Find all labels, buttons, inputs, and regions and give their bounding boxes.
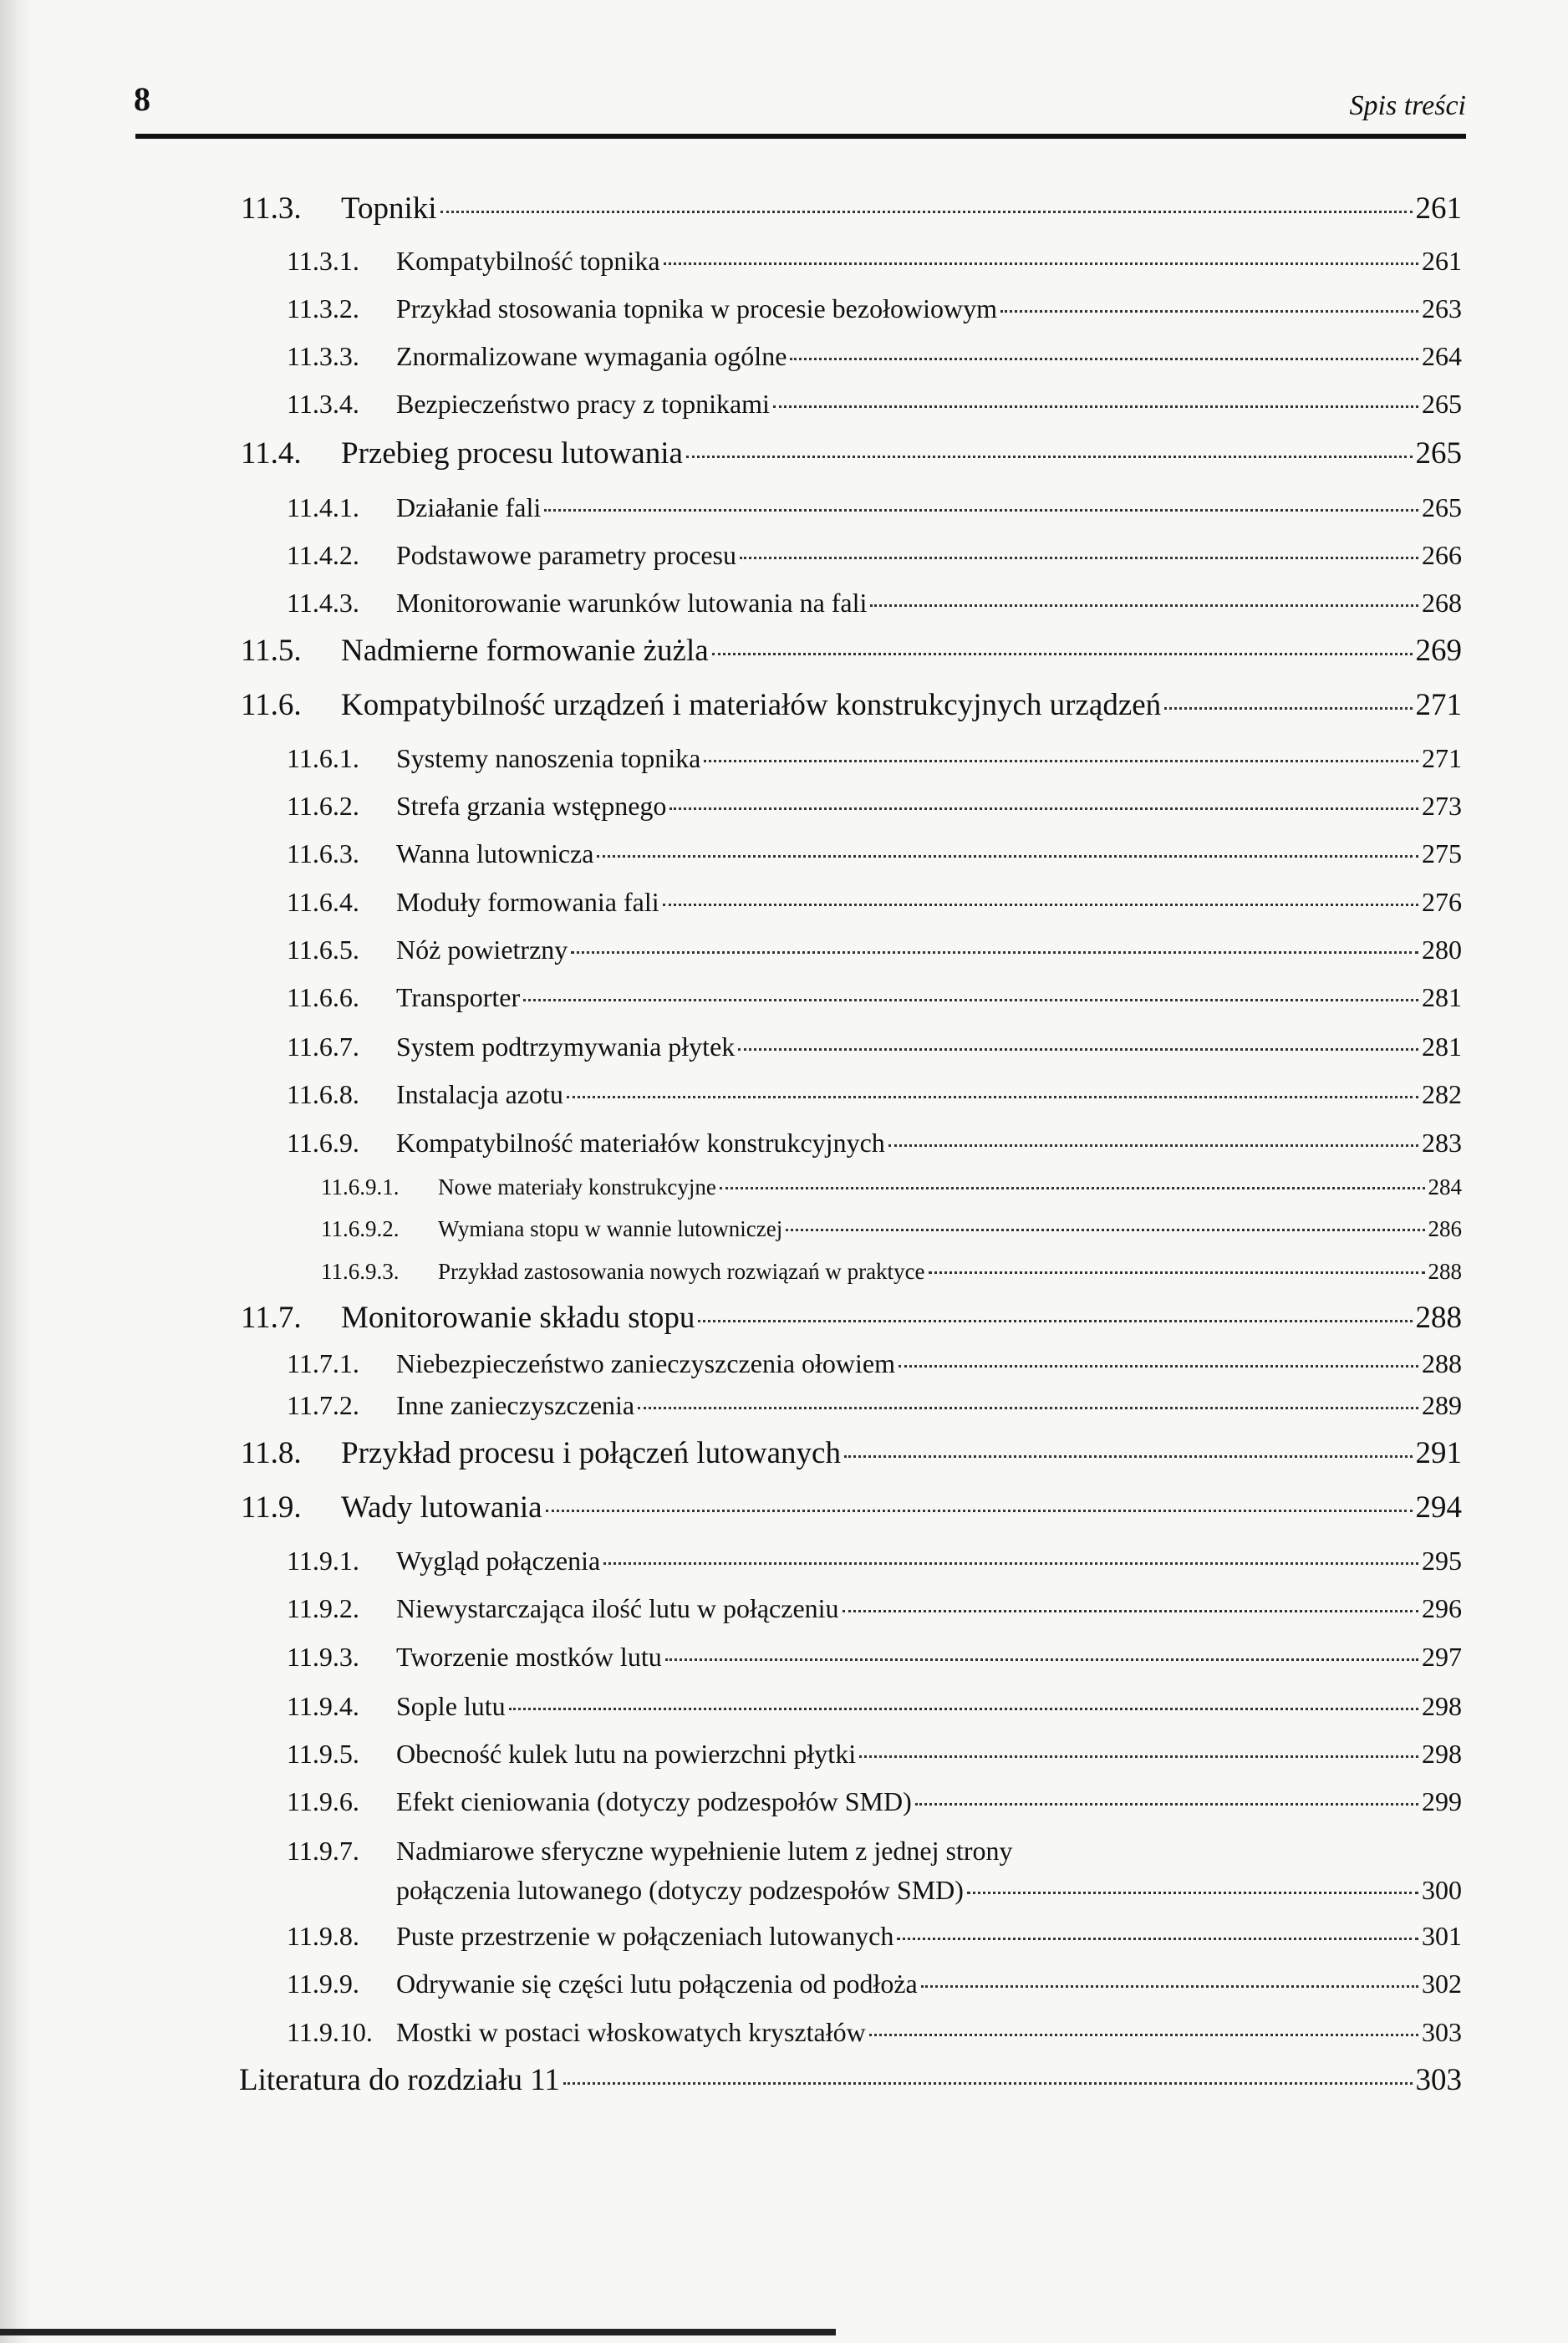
toc-entry-page: 265 xyxy=(1422,492,1462,522)
toc-entry-title: Kompatybilność urządzeń i materiałów konstrukcyjnych urządzeń xyxy=(341,688,1162,722)
toc-entry-page: 302 xyxy=(1422,1969,1462,1999)
leader-dots xyxy=(440,211,1413,213)
toc-entry-title: Bezpieczeństwo pracy z topnikami xyxy=(396,389,770,419)
toc-entry-number: 11.3.4. xyxy=(287,389,359,419)
toc-entry-title: Wygląd połączenia xyxy=(396,1546,601,1576)
toc-entry-number: 11.3.3. xyxy=(287,341,359,371)
leader-dots xyxy=(790,358,1418,360)
toc-entry xyxy=(287,1921,1462,1952)
toc-entry-page: 298 xyxy=(1422,1739,1462,1769)
toc-entry xyxy=(287,1031,1462,1062)
toc-entry-title: Nadmierne formowanie żużla xyxy=(341,634,709,668)
toc-entry xyxy=(239,2062,1462,2098)
toc-entry-number: 11.9.7. xyxy=(287,1836,359,1866)
leader-dots xyxy=(563,2082,1413,2085)
toc-entry-page: 280 xyxy=(1422,935,1462,965)
toc-entry-title: Puste przestrzenie w połączeniach lutowanych xyxy=(396,1921,894,1951)
toc-entry-title: Przykład zastosowania nowych rozwiązań w praktyce xyxy=(438,1259,925,1284)
leader-dots xyxy=(523,999,1418,1001)
toc-entry-page: 294 xyxy=(1415,1490,1462,1525)
toc-entry-page: 297 xyxy=(1422,1642,1462,1672)
toc-entry-number: 11.9.10. xyxy=(287,2017,373,2047)
toc-entry xyxy=(241,435,1462,471)
toc-entry-number: 11.9.4. xyxy=(287,1691,359,1721)
toc-entry-page: 276 xyxy=(1422,887,1462,917)
leader-dots xyxy=(740,557,1418,559)
toc-entry-title: System podtrzymywania płytek xyxy=(396,1031,736,1062)
toc-entry-title: Przykład procesu i połączeń lutowanych xyxy=(341,1436,841,1470)
leader-dots xyxy=(897,1938,1418,1940)
toc-entry-number: 11.6. xyxy=(241,688,302,722)
toc-entry-title: Podstawowe parametry procesu xyxy=(396,540,736,570)
toc-entry-page: 281 xyxy=(1422,982,1462,1012)
toc-entry xyxy=(287,293,1462,324)
leader-dots xyxy=(899,1365,1418,1368)
toc-entry-number: 11.6.6. xyxy=(287,982,359,1012)
toc-entry-number: 11.6.4. xyxy=(287,887,359,917)
toc-entry-page: 298 xyxy=(1422,1691,1462,1721)
toc-entry-number: 11.7.1. xyxy=(287,1348,359,1378)
toc-entry-number: 11.6.9.2. xyxy=(321,1216,400,1241)
toc-entry-number: 11.8. xyxy=(241,1436,302,1470)
toc-entry xyxy=(287,1593,1462,1624)
toc-entry-number: 11.6.1. xyxy=(287,743,359,773)
leader-dots xyxy=(844,1455,1413,1458)
toc-entry-number: 11.6.9.1. xyxy=(321,1174,400,1200)
toc-entry-title: Monitorowanie warunków lutowania na fali xyxy=(396,588,868,618)
toc-entry-number: 11.9.9. xyxy=(287,1969,359,1999)
toc-entry xyxy=(241,687,1462,723)
toc-entry xyxy=(287,982,1462,1013)
toc-entry xyxy=(287,791,1462,822)
toc-entry-title: Kompatybilność topnika xyxy=(396,246,660,276)
leader-dots xyxy=(843,1610,1418,1612)
leader-dots xyxy=(967,1892,1418,1894)
toc-entry-page: 291 xyxy=(1415,1436,1462,1470)
leader-dots xyxy=(773,405,1418,408)
toc-entry-number: 11.6.9.3. xyxy=(321,1259,400,1284)
toc-entry-number: 11.6.9. xyxy=(287,1128,359,1158)
toc-entry-title: Niewystarczająca ilość lutu w połączeniu xyxy=(396,1593,839,1623)
toc-entry-title: Odrywanie się części lutu połączenia od podłoża xyxy=(396,1969,918,1999)
toc-entry-title: Wady lutowania xyxy=(341,1490,542,1525)
leader-dots xyxy=(915,1803,1418,1806)
toc-entry-title: Instalacja azotu xyxy=(396,1079,563,1109)
toc-entry-page: 261 xyxy=(1422,246,1462,276)
toc-entry xyxy=(287,588,1462,619)
toc-entry-page: 288 xyxy=(1428,1259,1462,1284)
toc-entry-title: Monitorowanie składu stopu xyxy=(341,1301,695,1335)
toc-entry xyxy=(287,540,1462,571)
toc-entry-number: 11.7. xyxy=(241,1301,302,1335)
toc-entry-page: 286 xyxy=(1428,1216,1462,1241)
toc-entry-page: 265 xyxy=(1415,436,1462,471)
toc-entry-title: Strefa grzania wstępnego xyxy=(396,791,667,821)
toc-entry xyxy=(287,389,1462,420)
toc-entry xyxy=(287,887,1462,918)
toc-entry-page: 300 xyxy=(1422,1875,1462,1905)
toc-entry-number: 11.6.7. xyxy=(287,1031,359,1062)
toc-entry-number: 11.6.2. xyxy=(287,791,359,821)
leader-dots xyxy=(663,904,1418,906)
page-number: 8 xyxy=(134,80,150,118)
leader-dots xyxy=(603,1562,1418,1565)
toc-entry xyxy=(287,1691,1462,1722)
toc-entry xyxy=(287,1390,1462,1421)
leader-dots xyxy=(870,604,1418,607)
leader-dots xyxy=(929,1271,1425,1274)
toc-entry xyxy=(287,838,1462,869)
leader-dots xyxy=(1164,707,1412,710)
toc-entry-title: Nóż powietrzny xyxy=(396,935,568,965)
leader-dots xyxy=(669,807,1418,810)
toc-entry-page: 303 xyxy=(1415,2063,1462,2097)
toc-entry-number: 11.3.2. xyxy=(287,293,359,323)
toc-entry-page: 268 xyxy=(1422,588,1462,618)
leader-dots xyxy=(786,1229,1424,1231)
toc-entry-title: Przebieg procesu lutowania xyxy=(341,436,683,471)
toc-entry xyxy=(321,1174,1462,1200)
leader-dots xyxy=(720,1187,1425,1189)
toc-entry xyxy=(396,1875,1462,1906)
leader-dots xyxy=(597,855,1418,858)
toc-entry xyxy=(241,191,1462,227)
toc-entry-number: 11.4.1. xyxy=(287,492,359,522)
toc-entry-number: 11.3.1. xyxy=(287,246,359,276)
toc-entry xyxy=(287,1079,1462,1110)
toc-entry-number: 11.9.2. xyxy=(287,1593,359,1623)
toc-entry-page: 282 xyxy=(1422,1079,1462,1109)
toc-entry-number: 11.3. xyxy=(241,191,302,226)
toc-entry-page: 271 xyxy=(1422,743,1462,773)
toc-entry-number: 11.9.5. xyxy=(287,1739,359,1769)
toc-entry-page: 275 xyxy=(1422,838,1462,868)
toc-entry-title: Tworzenie mostków lutu xyxy=(396,1642,662,1672)
leader-dots xyxy=(921,1985,1418,1988)
leader-dots xyxy=(664,262,1418,265)
toc-entry-title: Kompatybilność materiałów konstrukcyjnych xyxy=(396,1128,885,1158)
leader-dots xyxy=(1000,310,1418,313)
toc-entry xyxy=(241,1300,1462,1336)
toc-entry-number: 11.4. xyxy=(241,436,302,471)
toc-entry-title: Mostki w postaci włoskowatych kryształów xyxy=(396,2017,866,2047)
toc-entry xyxy=(287,492,1462,523)
toc-entry-title: Literatura do rozdziału 11 xyxy=(239,2063,560,2097)
toc-entry-page: 288 xyxy=(1415,1301,1462,1335)
toc-entry-title: Niebezpieczeństwo zanieczyszczenia ołowiem xyxy=(396,1348,896,1378)
toc-entry-page: 289 xyxy=(1422,1390,1462,1420)
toc-entry xyxy=(287,2017,1462,2048)
leader-dots xyxy=(712,653,1413,655)
leader-dots xyxy=(869,2034,1418,2036)
toc-entry-page: 281 xyxy=(1422,1031,1462,1062)
toc-entry-page: 263 xyxy=(1422,293,1462,323)
toc-entry-title: Działanie fali xyxy=(396,492,542,522)
toc-entry-page: 273 xyxy=(1422,791,1462,821)
toc-entry-title: Moduły formowania fali xyxy=(396,887,659,917)
toc-entry-title: Inne zanieczyszczenia xyxy=(396,1390,635,1420)
toc-entry-number: 11.4.3. xyxy=(287,588,359,618)
toc-entry-number: 11.9. xyxy=(241,1490,302,1525)
toc-entry-number: 11.9.1. xyxy=(287,1546,359,1576)
toc-entry-title: Przykład stosowania topnika w procesie bezołowiowym xyxy=(396,293,997,323)
toc-entry xyxy=(287,1739,1462,1770)
toc-entry-page: 264 xyxy=(1422,341,1462,371)
running-head: Spis treści xyxy=(1349,90,1466,121)
toc-entry xyxy=(287,341,1462,372)
toc-entry-page: 296 xyxy=(1422,1593,1462,1623)
toc-entry-page: 303 xyxy=(1422,2017,1462,2047)
toc-entry-page: 269 xyxy=(1415,634,1462,668)
toc-entry-page: 284 xyxy=(1428,1174,1462,1200)
leader-dots xyxy=(546,1510,1413,1512)
toc-entry xyxy=(241,1435,1462,1471)
toc-entry-title: Efekt cieniowania (dotyczy podzespołów SMD) xyxy=(396,1786,912,1816)
leader-dots xyxy=(698,1320,1412,1322)
toc-entry-title: Nowe materiały konstrukcyjne xyxy=(438,1174,716,1200)
leader-dots xyxy=(859,1755,1418,1758)
toc-entry-number: 11.9.3. xyxy=(287,1642,359,1672)
header-rule xyxy=(135,134,1466,139)
leader-dots xyxy=(638,1407,1418,1409)
toc-entry-title: Znormalizowane wymagania ogólne xyxy=(396,341,787,371)
toc-entry xyxy=(241,1490,1462,1525)
toc-entry-page: 283 xyxy=(1422,1128,1462,1158)
toc-entry xyxy=(287,935,1462,965)
toc-entry-number: 11.9.8. xyxy=(287,1921,359,1951)
toc-entry-title-continued: połączenia lutowanego (dotyczy podzespołów SMD) xyxy=(396,1875,964,1905)
toc-entry-number: 11.6.8. xyxy=(287,1079,359,1109)
toc-entry-number: 11.4.2. xyxy=(287,540,359,570)
toc-entry-title: Nadmiarowe sferyczne wypełnienie lutem z jednej strony xyxy=(396,1836,1013,1866)
leader-dots xyxy=(888,1144,1418,1147)
scan-artifact-bar xyxy=(0,2329,836,2335)
toc-entry xyxy=(287,1642,1462,1673)
toc-entry xyxy=(287,246,1462,277)
toc-entry-page: 271 xyxy=(1415,688,1462,722)
leader-dots xyxy=(509,1708,1418,1710)
toc-entry-page: 299 xyxy=(1422,1786,1462,1816)
leader-dots xyxy=(567,1096,1418,1098)
toc-entry-page: 288 xyxy=(1422,1348,1462,1378)
toc-entry-page: 266 xyxy=(1422,540,1462,570)
toc-entry-number: 11.6.5. xyxy=(287,935,359,965)
toc-entry-title: Transporter xyxy=(396,982,521,1012)
toc-entry-number: 11.9.6. xyxy=(287,1786,359,1816)
leader-dots xyxy=(665,1658,1418,1661)
toc-entry-page: 295 xyxy=(1422,1546,1462,1576)
toc-entry xyxy=(287,1969,1462,1999)
toc-entry-page: 261 xyxy=(1415,191,1462,226)
toc-entry xyxy=(287,1546,1462,1576)
toc-entry-number: 11.6.3. xyxy=(287,838,359,868)
toc-entry-first-line xyxy=(287,1836,1462,1867)
toc-entry xyxy=(287,1128,1462,1159)
scan-edge xyxy=(0,0,33,2343)
toc-entry-number: 11.5. xyxy=(241,634,302,668)
leader-dots xyxy=(571,951,1418,954)
toc-entry-title: Obecność kulek lutu na powierzchni płytki xyxy=(396,1739,857,1769)
toc-entry-title: Systemy nanoszenia topnika xyxy=(396,743,701,773)
toc-entry-number: 11.7.2. xyxy=(287,1390,359,1420)
toc-entry-title: Wanna lutownicza xyxy=(396,838,594,868)
leader-dots xyxy=(738,1048,1418,1051)
toc-entry-page: 301 xyxy=(1422,1921,1462,1951)
leader-dots xyxy=(686,456,1413,458)
leader-dots xyxy=(704,760,1418,762)
toc-entry-title: Sople lutu xyxy=(396,1691,506,1721)
toc-entry-title: Wymiana stopu w wannie lutowniczej xyxy=(438,1216,783,1241)
toc-entry-title: Topniki xyxy=(341,191,437,226)
toc-entry xyxy=(287,1348,1462,1379)
toc-entry xyxy=(321,1259,1462,1285)
leader-dots xyxy=(544,509,1418,512)
toc-entry xyxy=(241,633,1462,669)
toc-entry-page: 265 xyxy=(1422,389,1462,419)
toc-entry xyxy=(287,743,1462,774)
toc-entry xyxy=(287,1786,1462,1817)
toc-entry xyxy=(321,1216,1462,1242)
